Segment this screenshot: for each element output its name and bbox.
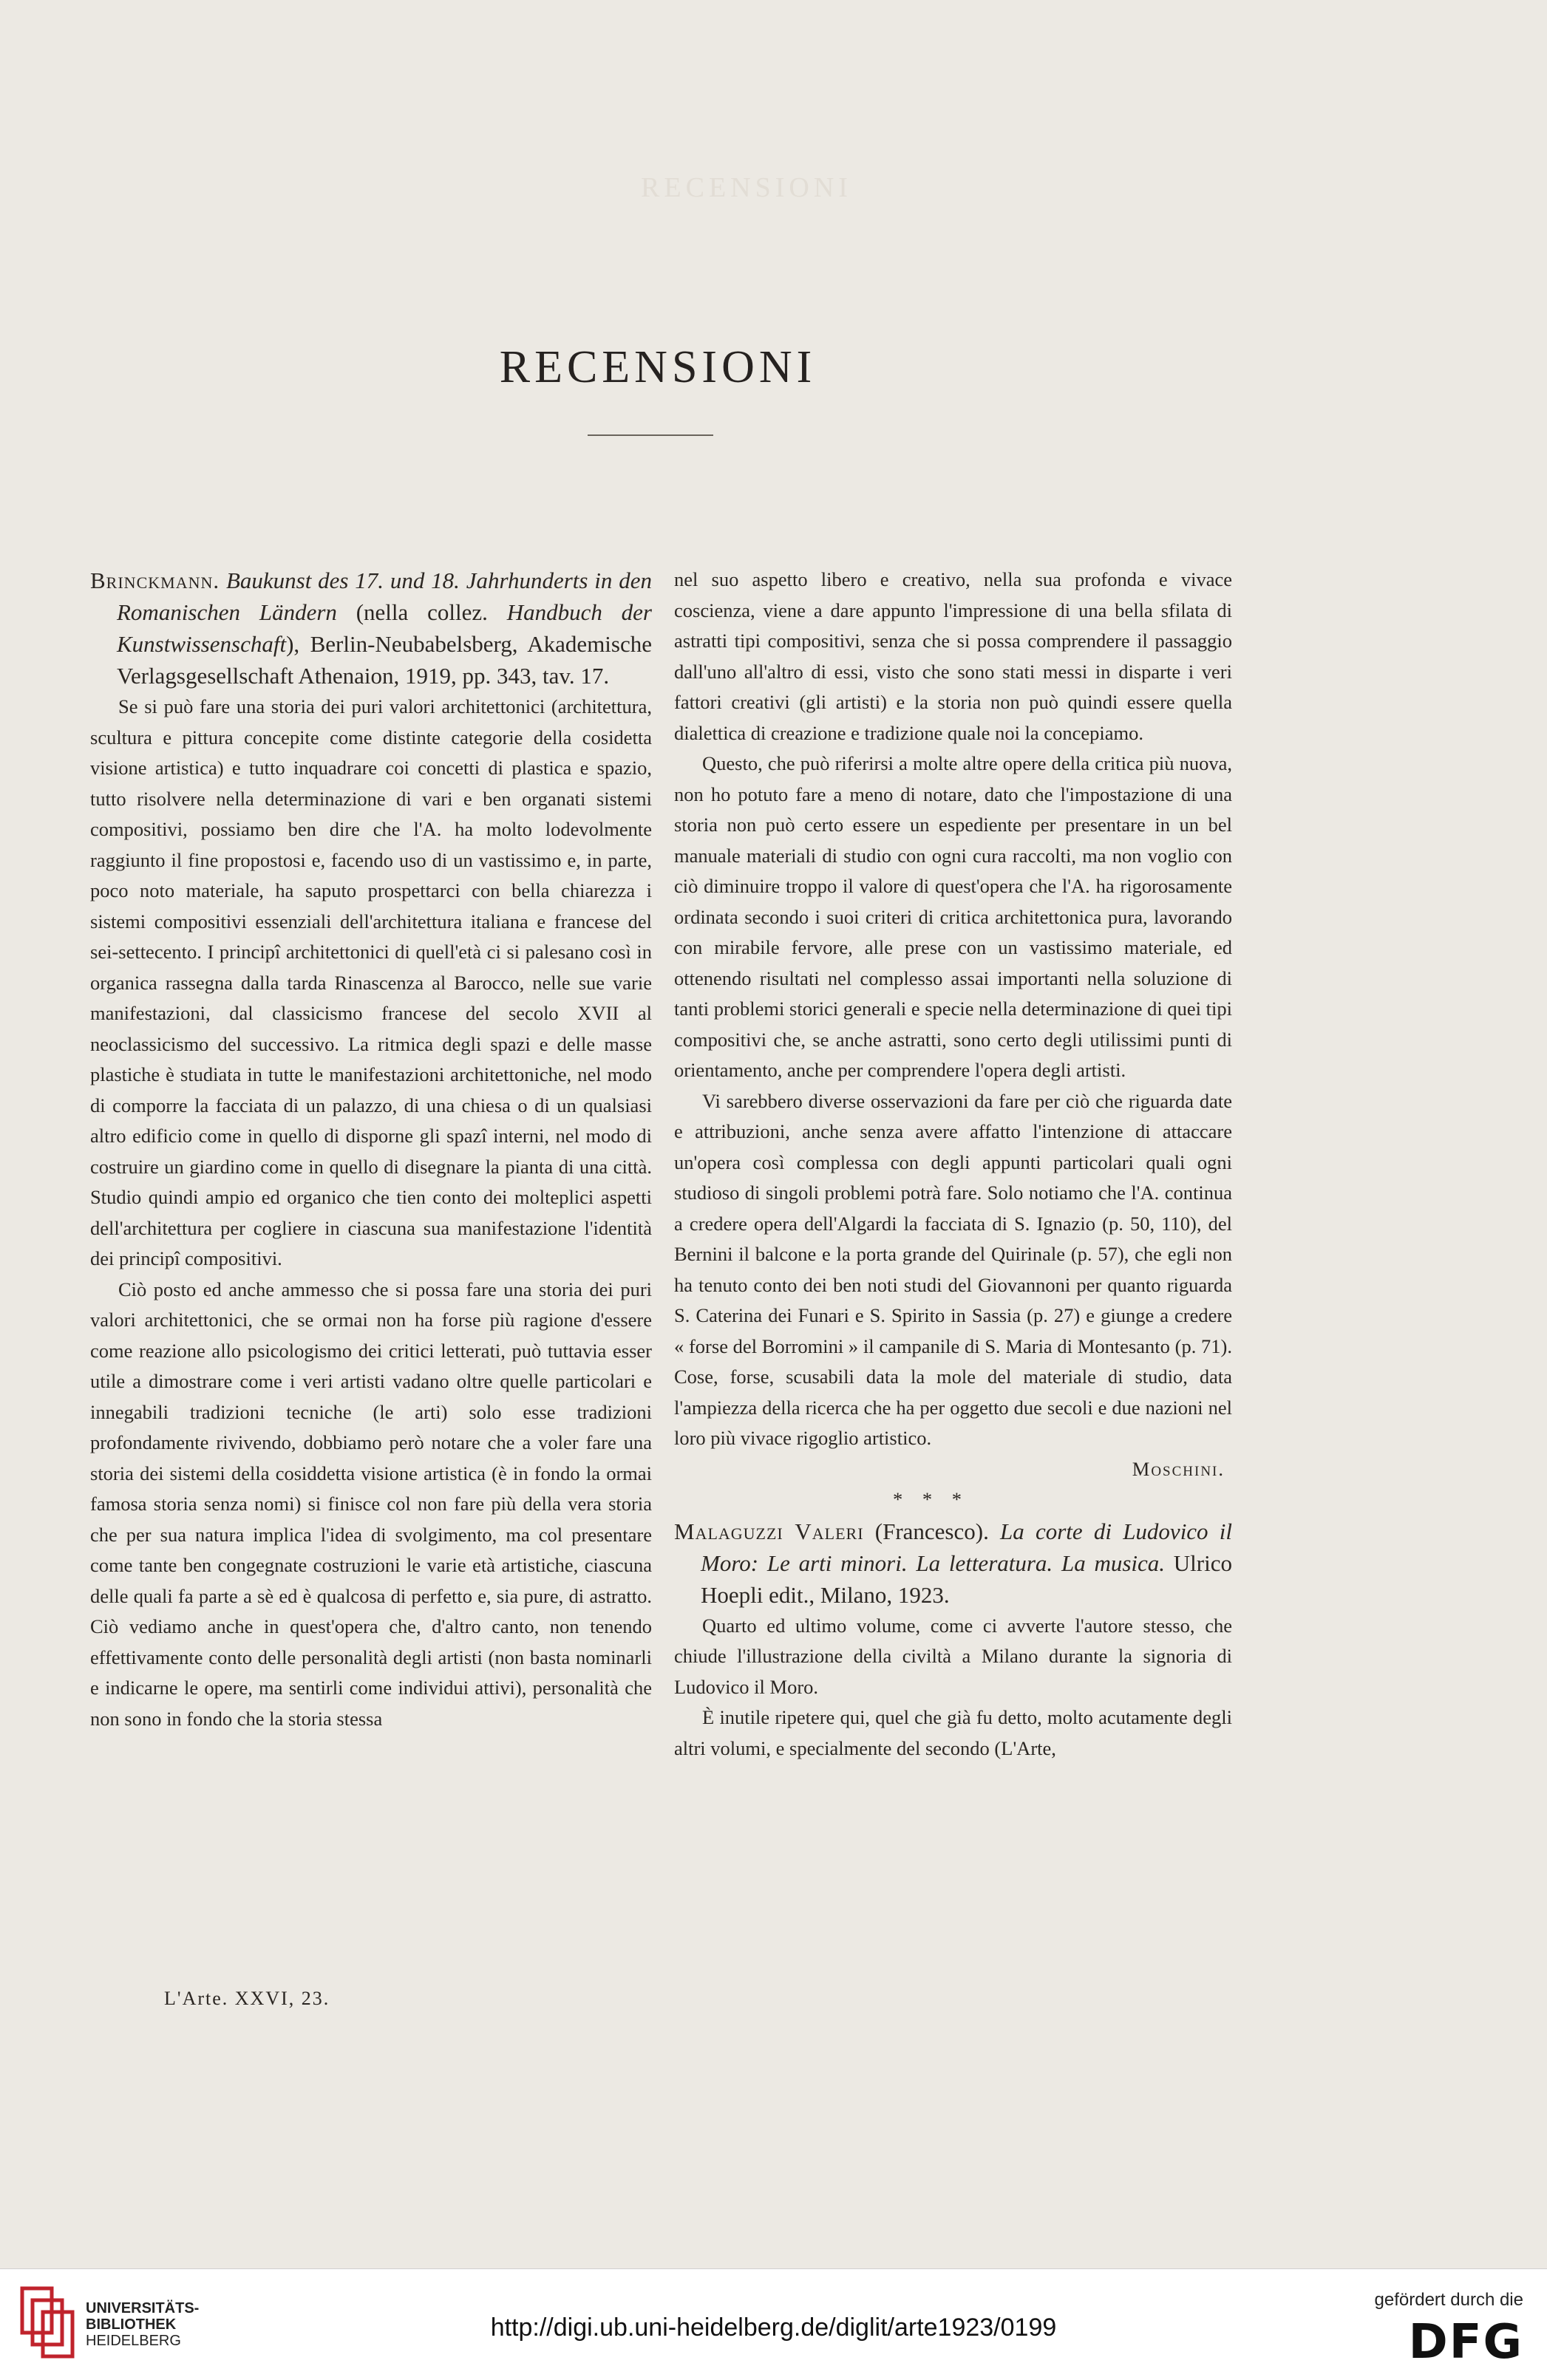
show-through-running-head: RECENSIONI	[641, 172, 852, 203]
right-column	[674, 565, 1232, 1764]
section-separator: * * *	[893, 1488, 969, 1510]
review-author-rest: (Francesco).	[863, 1518, 1001, 1544]
library-name-line: UNIVERSITÄTS-	[86, 2300, 200, 2316]
review-publisher: ), Berlin-Neubabelsberg, Akademische Verlagsgesellschaft Athenaion, 1919, pp. 343, tav. 17.	[117, 631, 652, 689]
review-publisher: Ulrico Hoepli edit., Milano, 1923.	[701, 1549, 1232, 1608]
paragraph: È inutile ripetere qui, quel che già fu detto, molto acutamente degli altri volumi, e specialmente del secondo (L'Arte,	[674, 1706, 1232, 1759]
paragraph: Se si può fare una storia dei puri valori architettonici (architettura, scultura e pittura concepite come distinte categorie della cosidetta visione artistica) e tutto inquadrare coi concetti di plastica e spazio, tutto risolvere nella determinazione di vari e ben organati sistemi compositivi, possiamo ben dire che l'A. ha molto lodevolmente raggiunto il fine propostosi e, facendo uso di un vastissimo e, in parte, poco noto materiale, ha saputo prospettarci con bella chiarezza i sistemi compositivi essenziali dell'architettura italiana e francese del sei-settecento. I principî architettonici di quell'età ci si palesano così in organica rassegna dalla tarda Rinascenza al Barocco, nelle sue varie manifestazioni, dal classicismo francese del secolo XVII al neoclassicismo del successivo. La ritmica degli spazi e delle masse plastiche è studiata in tutte le manifestazioni architettoniche, nel modo di comporre la facciata di un palazzo, di una chiesa o di un qualsiasi altro edificio come in quello di disporne gli spazî interni, nel modo di costruire un giardino come in quello di disegnare la pianta di una città. Studio quindi ampio ed organico che tien conto dei molteplici aspetti dell'architettura per cogliere in ciascuna sua manifestazione l'identità dei principî compositivi.	[90, 695, 652, 1269]
page-folio: L'Arte. XXVI, 23.	[164, 1988, 330, 2009]
reviewer-signature: Moschini.	[1132, 1457, 1225, 1480]
permalink-url[interactable]: http://digi.ub.uni-heidelberg.de/diglit/arte1923/0199	[490, 2313, 1057, 2342]
paragraph: Quarto ed ultimo volume, come ci avverte l'autore stesso, che chiude l'illustrazione della civiltà a Milano durante la signoria di Ludovico il Moro.	[674, 1614, 1232, 1698]
review-series-prefix: (nella collez.	[336, 599, 507, 625]
review-author: Malaguzzi Valeri	[674, 1518, 864, 1544]
review-entry-malaguzzi	[674, 1515, 1232, 1611]
library-name-line: HEIDELBERG	[86, 2333, 181, 2349]
paragraph: Vi sarebbero diverse osservazioni da fare per ciò che riguarda date e attribuzioni, anche senza avere affatto l'intenzione di attaccare un'opera così complessa con degli appunti particolari quali ogni studioso di singoli problemi potrà fare. Solo notiamo che l'A. continua a credere opera dell'Algardi la facciata di S. Ignazio (p. 50, 110), del Bernini il balcone e la porta grande del Quirinale (p. 57), che egli non ha tenuto conto dei ben noti studi del Giovannoni per quanto riguarda S. Caterina dei Funari e S. Spirito in Sassia (p. 27) e giunge a credere « forse del Borromini » il campanile di S. Maria di Montesanto (p. 71). Cose, forse, scusabili data la mole del materiale di studio, data l'ampiezza della ricerca che ha per oggetto due secoli e due nazioni nel loro più vivace rigoglio artistico.	[674, 1089, 1232, 1449]
review-author: Brinckmann.	[90, 567, 220, 593]
funder-label: gefördert durch die	[1374, 2290, 1523, 2310]
left-column	[90, 565, 652, 1734]
digitization-footer	[0, 2268, 1547, 2380]
review-work-title: Baukunst des 17. und 18. Jahrhunderts in den Romanischen Ländern	[117, 567, 652, 625]
paragraph: nel suo aspetto libero e creativo, nella sua profonda e vivace coscienza, viene a dare appunto l'impressione di una bella sfilata di astratti tipi compositivi, senza che si possa comprendere il passaggio dall'uno all'altro di essi, visto che sono stati messi in disparte i veri fattori creativi (gli artisti) e la storia non può quindi essere quella dialettica di creazione e tradizione quale noi la concepiamo.	[674, 568, 1232, 744]
page-title: RECENSIONI	[499, 342, 817, 392]
dfg-logo: DFG	[1408, 2315, 1523, 2370]
library-name-line: BIBLIOTHEK	[86, 2316, 177, 2333]
paragraph: Questo, che può riferirsi a molte altre opere della critica più nuova, non ho potuto fare a meno di notare, dato che l'impostazione di una storia non può certo essere un espediente per presentare in un bel manuale materiali di studio con ogni cura raccolti, ma non voglio con ciò diminuire troppo il valore di quest'opera che l'A. ha rigorosamente ordinata secondo i suoi criteri di critica architettonica pura, lavorando con mirabile fervore, alle prese con un vastissimo materiale, ed ottenendo risultati nel complesso assai importanti nella soluzione di tanti problemi storici generali e specie nella determinazione di quei tipi compositivi che, se anche astratti, sono certo degli utilissimi punti di orientamento, anche per comprendere l'opera degli artisti.	[674, 752, 1232, 1081]
title-divider	[588, 434, 713, 436]
review-work-title: La corte di Ludovico il Moro: Le arti minori. La letteratura. La musica.	[701, 1518, 1232, 1576]
review-series: Handbuch der Kunstwissenschaft	[117, 599, 652, 657]
paragraph: Ciò posto ed anche ammesso che si possa fare una storia dei puri valori architettonici, che se ormai non ha forse più ragione d'essere come reazione allo psicologismo dei critici letterati, può tuttavia esser utile a dimostrare come i veri artisti vadano oltre quelle particolari e innegabili tradizioni tecniche (le arti) solo esse tradizioni profondamente rivivendo, dobbiamo però notare che a voler fare una storia dei sistemi della cosiddetta visione artistica (è in fondo la ormai famosa storia senza nomi) si finisce col non fare più della vera storia che per sua natura implica l'idea di svolgimento, ma col presentare come tante ben congegnate costruzioni le varie età artistiche, ciascuna delle quali fa parte a sè ed è qualcosa di perfetto e, sia pure, di astratto. Ciò vediamo anche in quest'opera che, d'altro canto, non tenendo effettivamente conto delle personalità degli artisti (non basta nominarli e indicarne le opere, ma sentirli come individui attivi), personalità che non sono in fondo che la storia stessa	[90, 1278, 652, 1730]
review-entry-brinckmann	[90, 565, 652, 692]
